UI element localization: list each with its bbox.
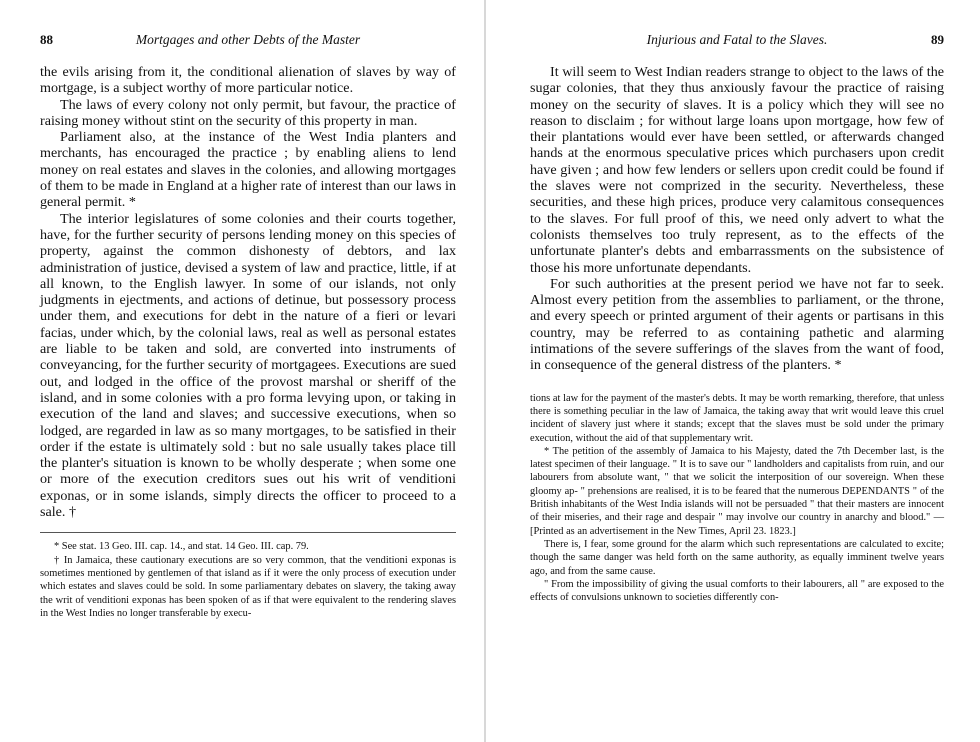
right-paragraph: It will seem to West Indian readers strange to object to the laws of the sugar colonies, that they thus anxiously favour the practice of raising money on the security of slaves. It is a policy which they will see no reason to disclaim ; for without large loans upon mortgage, how few of their plantations would ever have been settled, or afterwards changed hands at the enormous speculative prices which purchasers upon credit have given ; and how few lenders or sellers upon credit could be found if the slaves were not comprized in the security. Nevertheless, these securities, and these high prices, produce very calamitous consequences to the slaves. For full proof of this, we need only advert to what the colonists themselves too truly represent, as to the effects of the unfortunate planter's debts and embarrassments on the subsistence of those his more unfortunate dependants. bbox=[530, 64, 944, 276]
right-footnote: " From the impossibility of giving the usual comforts to their labourers, all " are exposed to the effects of convulsions unknown to societies differently con- bbox=[530, 578, 944, 604]
left-running-title: Mortgages and other Debts of the Master bbox=[135, 32, 361, 47]
left-page bbox=[0, 0, 480, 742]
left-footnotes bbox=[40, 540, 456, 620]
left-paragraph: The laws of every colony not only permit, but favour, the practice of raising money without stint on the security of this property in man. bbox=[40, 96, 456, 129]
right-paragraph: For such authorities at the present period we have not far to seek. Almost every petition from the assemblies to parliament, or the throne, and every speech or printed argument of their agents or partisans in this country, may be referred to as containing pathetic and alarming intimations of the severe sufferings of the slaves from the want of food, in consequence of the general distress of the planters. * bbox=[530, 275, 944, 374]
right-page-header bbox=[530, 32, 944, 52]
right-footnote: * The petition of the assembly of Jamaica to his Majesty, dated the 7th December last, is the latest specimen of their language. " It is to save our " landholders and capitalists from ruin, and our labourers from absolute want, " that we solicit the interposition of our sovereign. When these gloomy ap- " prehensions are realised, it is to be feared that the numerous DEPENDANTS " of the British inhabitants of the West India islands will not be persuaded " that their masters are innocent of their miseries, and their rage and despair " may involve our country in anarchy and blood." — [Printed as an advertisement in the New Times, April 23. 1823.] bbox=[530, 445, 944, 537]
left-page-header bbox=[40, 32, 456, 52]
right-page bbox=[490, 0, 980, 742]
left-footnote: * See stat. 13 Geo. III. cap. 14., and stat. 14 Geo. III. cap. 79. bbox=[54, 541, 309, 553]
left-page-number: 88 bbox=[40, 32, 53, 47]
right-body-text bbox=[530, 64, 944, 374]
right-page-number: 89 bbox=[931, 32, 944, 47]
left-paragraph: the evils arising from it, the conditional alienation of slaves by way of mortgage, is a subject worthy of more particular notice. bbox=[40, 64, 456, 97]
right-running-title: Injurious and Fatal to the Slaves. bbox=[646, 32, 828, 47]
page-gutter bbox=[484, 0, 486, 742]
left-body-text bbox=[40, 64, 456, 520]
right-footnotes bbox=[530, 392, 944, 605]
left-paragraph: Parliament also, at the instance of the West India planters and merchants, has encouraged the practice ; by enabling aliens to lend money on real estates and slaves in the colonies, and allowing mortgages of them to be made in England at a higher rate of interest than our laws in general permit. * bbox=[40, 129, 456, 211]
right-footnote: tions at law for the payment of the master's debts. It may be worth remarking, therefore, that unless there is something peculiar in the law of Jamaica, the taking away that writ would leave this cruel incident of slavery just where it stands; except that the slaves must be sold under the primary execution, without the aid of that supplementary writ. bbox=[530, 392, 944, 444]
left-footnote: † In Jamaica, these cautionary executions are so very common, that the venditioni exponas is sometimes mentioned by gentlemen of that island as if it were the only process of execution under which estates and slaves could be sold. In some parliamentary debates on slavery, the taking away the writ of venditioni exponas has been spoken of as if that were equivalent to the rendering slaves in the West Indies no longer transferable by execu- bbox=[40, 554, 456, 619]
left-footnote-divider bbox=[40, 532, 456, 533]
left-paragraph: The interior legislatures of some colonies and their courts together, have, for the further security of persons lending money on this species of property, against the common dishonesty of debtors, and lax administration of justice, devised a system of law and practice, little, if at all known, to the English lawyer. In some of our islands, not only judgments in ejectments, and actions of detinue, but possessory process under them, and executions for debt in the nature of a fieri or levari facias, under which, by the colonial laws, real as well as personal estates are liable to be taken and sold, are converted into instruments of conveyancing, for the further security of mortgagees. Executions are sued out, and lodged in the office of the provost marshal or sheriff of the island, and in some colonies with a pro forma levying upon, or taking in execution of the land and slaves; and successive executions, when so lodged, are regarded in law as so many mortgages, to be satisfied in their order if the estate is ultimately sold : but no sale usually takes place till the planter's situation is known to be wholly desperate ; when some one or more of the execution creditors sues out his writ of venditioni exponas, or in some islands, simply directs the officer to proceed to a sale. † bbox=[40, 210, 456, 521]
right-footnote: There is, I fear, some ground for the alarm which such representations are calculated to excite; though the same danger was held forth on the same authority, as equally imminent twelve years ago, and from the same cause. bbox=[530, 538, 944, 577]
